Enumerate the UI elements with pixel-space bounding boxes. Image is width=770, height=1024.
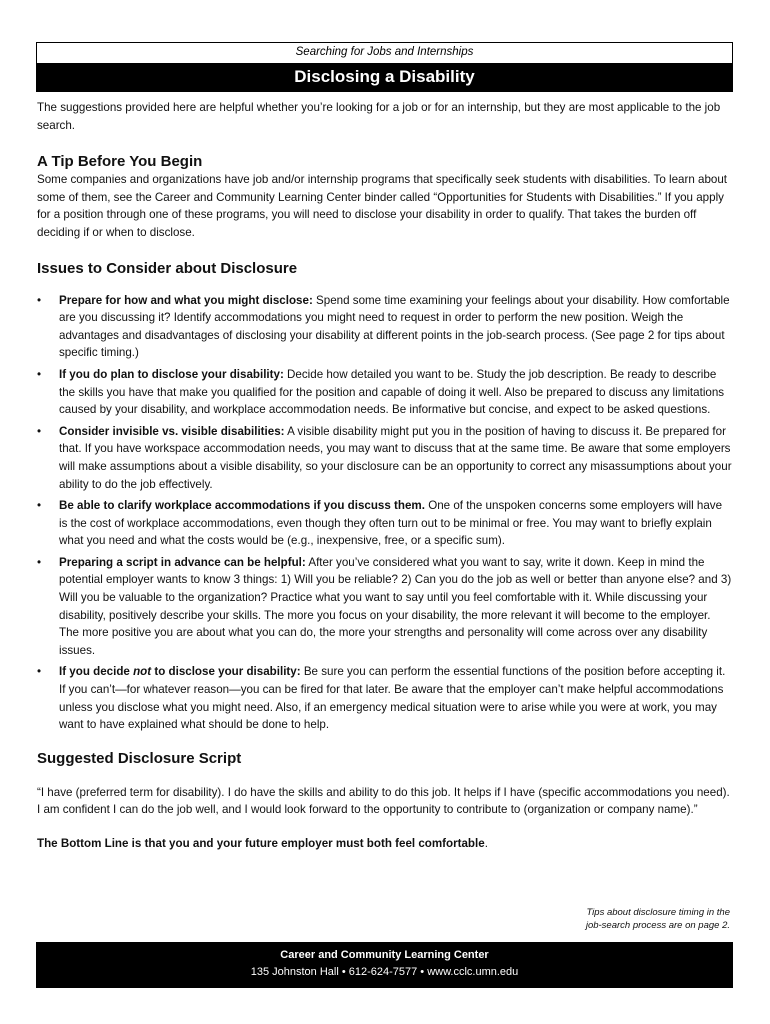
page-title: Disclosing a Disability bbox=[37, 63, 732, 91]
item-lead-emphasis: not bbox=[133, 665, 152, 679]
header-box bbox=[36, 42, 733, 92]
list-item bbox=[37, 292, 733, 362]
tip-heading: A Tip Before You Begin bbox=[37, 153, 203, 171]
tips-note-line: job-search process are on page 2. bbox=[585, 920, 730, 931]
item-lead: Prepare for how and what you might disclose: bbox=[59, 293, 313, 307]
bullet-icon: • bbox=[37, 555, 42, 569]
bottom-line-period: . bbox=[484, 837, 488, 850]
list-item bbox=[37, 554, 733, 660]
item-body: Be sure you can perform the essential functions of the position before accepting it. If you can’t—for whatever reason—you can be fired for that later. Be aware that the employer can’t make helpful accommodations unless you disclose what you might need. Also, if an emergency medical situation were to arise while you were at work, you may want to have explained what should be done to help. bbox=[59, 665, 726, 732]
item-lead bbox=[59, 665, 301, 678]
bottom-line bbox=[37, 835, 733, 853]
tips-note-line: Tips about disclosure timing in the bbox=[586, 907, 730, 918]
footer-contact: 135 Johnston Hall • 612-624-7577 • www.cclc.umn.edu bbox=[250, 966, 519, 978]
footer bbox=[36, 942, 733, 988]
series-title: Searching for Jobs and Internships bbox=[295, 46, 474, 58]
footer-org: Career and Community Learning Center bbox=[280, 949, 489, 961]
item-body: One of the unspoken concerns some employers will have is the cost of workplace accommodations, even though they often turn out to be minimal or free. You may want to briefly explain what you need and what the costs would be (e.g., inexpensive, free, or a specific sum). bbox=[59, 499, 723, 548]
issues-heading: Issues to Consider about Disclosure bbox=[37, 259, 298, 277]
tip-paragraph: Some companies and organizations have job and/or internship programs that specifically seek students with disabilities. To learn about some of them, see the Career and Community Learning Center binder called “Opportunities for Students with Disabilities.” If you apply for a position through one of these programs, you will need to disclose your disability in order to qualify. That takes the burden off deciding if or when to disclose. bbox=[37, 173, 728, 239]
intro-paragraph: The suggestions provided here are helpful whether you’re looking for a job or for an internship, but they are most applicable to the job search. bbox=[37, 101, 721, 132]
item-lead: If you do plan to disclose your disability: bbox=[59, 367, 284, 381]
list-item bbox=[37, 366, 733, 419]
script-heading: Suggested Disclosure Script bbox=[37, 749, 242, 767]
bullet-icon: • bbox=[37, 293, 42, 307]
list-item bbox=[37, 497, 733, 550]
item-body: A visible disability might put you in the position of having to discuss it. Be prepared for that. If you have workspace accommodation needs, you may want to discuss that at the same time. Be aware that some employers will make assumptions about a visible disability, so your disclosure can be an opportunity to correct any misassumptions about your ability to do the job effectively. bbox=[59, 424, 732, 491]
bullet-icon: • bbox=[37, 367, 42, 381]
list-item bbox=[37, 423, 733, 493]
item-body: Decide how detailed you want to be. Study the job description. Be ready to describe the skills you have that make you qualified for the position and capable of doing it well. Also be prepared to discuss any limitations caused by your disability, and workplace accommodation needs. Be informative but concise, and expect to be asked questions. bbox=[59, 367, 725, 417]
bullet-icon: • bbox=[37, 665, 42, 679]
bullet-icon: • bbox=[37, 424, 42, 438]
issues-list bbox=[37, 292, 733, 734]
item-body: After you’ve considered what you want to say, write it down. Keep in mind the potential employer wants to know 3 things: 1) Will you be reliable? 2) Can you do the job as well or better than anyone else? and 3) Will you be valuable to the organization? Practice what you want to say until you feel comfortable with it. While discussing your disability, positively describe your skills. The more you focus on your disability, the more relevant it will become to the employer. The more positive you are about what you can do, the more your strengths and personality will come across over any disability issues. bbox=[59, 555, 732, 657]
item-lead: Consider invisible vs. visible disabilities: bbox=[59, 424, 285, 438]
item-body: Spend some time examining your feelings about your disability. How comfortable are you discussing it? Identify accommodations you might need to request in order to perform the new position. Weigh the advantages and disadvantages of disclosing your disability at different points in the job-search process. (See page 2 for tips about specific timing.) bbox=[59, 293, 730, 360]
script-paragraph: “I have (preferred term for disability). I do have the skills and ability to do this job. It helps if I have (specific accommodations you need). I am confident I can do the job well, and I would look forward to the opportunity to contribute to (organization or company name).” bbox=[37, 785, 730, 817]
bullet-icon: • bbox=[37, 499, 42, 513]
list-item bbox=[37, 663, 733, 733]
item-lead: Preparing a script in advance can be helpful: bbox=[59, 555, 306, 569]
tips-note bbox=[530, 906, 730, 932]
document-body bbox=[37, 99, 733, 853]
item-lead-part: to disclose your disability: bbox=[151, 665, 301, 679]
item-lead: Be able to clarify workplace accommodations if you discuss them. bbox=[59, 499, 425, 513]
bottom-line-text: The Bottom Line is that you and your future employer must both feel comfortable bbox=[37, 837, 485, 850]
item-lead-part: If you decide bbox=[59, 665, 134, 679]
